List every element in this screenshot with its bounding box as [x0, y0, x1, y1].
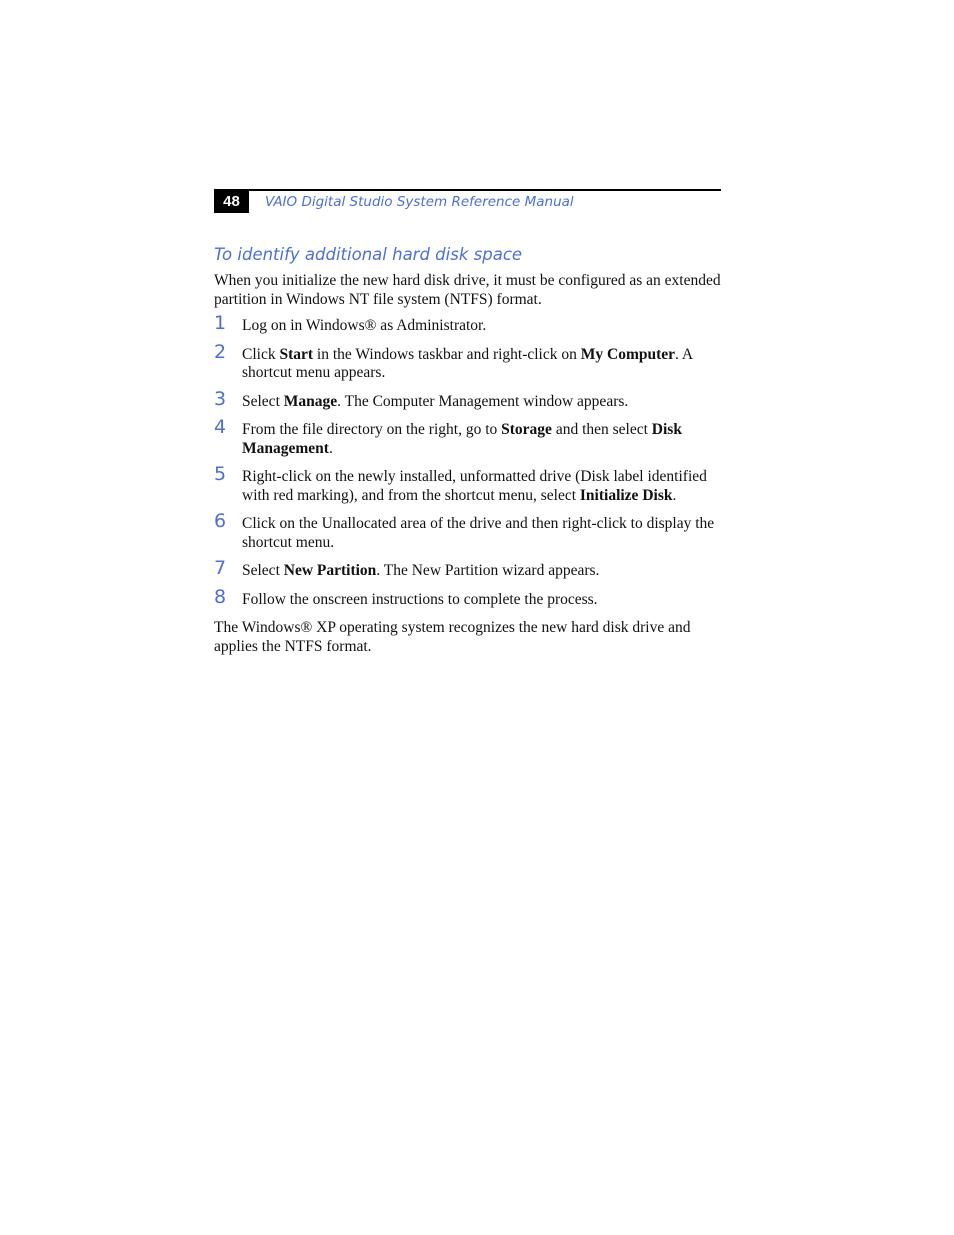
step-number: 2 — [214, 340, 227, 363]
ui-term-start: Start — [279, 345, 314, 363]
step-item — [214, 416, 724, 458]
running-title: VAIO Digital Studio System Reference Manual — [265, 194, 574, 210]
step-number: 5 — [214, 463, 227, 485]
ui-term-storage: Storage — [501, 421, 552, 438]
step-number: 8 — [214, 585, 227, 608]
ui-term-my-computer: My Computer — [580, 345, 676, 363]
step-number: 6 — [214, 510, 227, 532]
step-text: Select New Partition. The New Partition wizard appears. — [242, 562, 600, 579]
step-text: Right-click on the newly installed, unformatted drive (Disk label identified with red marking), and from the shortcut menu, select Initialize Disk. — [242, 468, 707, 504]
step-item — [214, 585, 724, 610]
page-number: 48 — [214, 190, 249, 213]
step-text: Click Start in the Windows taskbar and right-click on My Computer. A shortcut menu appears. — [242, 345, 693, 381]
intro-paragraph: When you initialize the new hard disk drive, it must be configured as an extended partition in Windows NT file system (NTFS) format. — [214, 272, 721, 308]
step-item — [214, 387, 724, 412]
step-item — [214, 557, 724, 581]
step-number: 3 — [214, 387, 227, 410]
step-text: Log on in Windows® as Administrator. — [242, 317, 487, 334]
step-item — [214, 340, 724, 383]
step-text: From the file directory on the right, go to Storage and then select Disk Management. — [242, 421, 682, 457]
page-content — [214, 244, 724, 656]
ui-term-new-partition: New Partition — [283, 562, 377, 579]
step-number: 4 — [214, 416, 227, 438]
closing-paragraph: The Windows® XP operating system recognizes the new hard disk drive and applies the NTFS format. — [214, 619, 691, 655]
steps-list — [214, 312, 724, 609]
step-text: Follow the onscreen instructions to complete the process. — [242, 590, 598, 608]
step-text: Click on the Unallocated area of the drive and then right-click to display the shortcut menu. — [242, 515, 715, 551]
section-heading: To identify additional hard disk space — [214, 245, 523, 264]
step-item — [214, 312, 724, 336]
ui-term-initialize-disk: Initialize Disk — [579, 486, 673, 504]
header-rule — [214, 189, 721, 191]
step-text: Select Manage. The Computer Management window appears. — [242, 392, 629, 410]
step-item — [214, 463, 724, 505]
step-item — [214, 510, 724, 552]
step-number: 1 — [214, 312, 227, 334]
step-number: 7 — [214, 557, 227, 579]
ui-term-disk-management: Disk Management — [242, 421, 682, 457]
ui-term-manage: Manage — [283, 392, 338, 410]
